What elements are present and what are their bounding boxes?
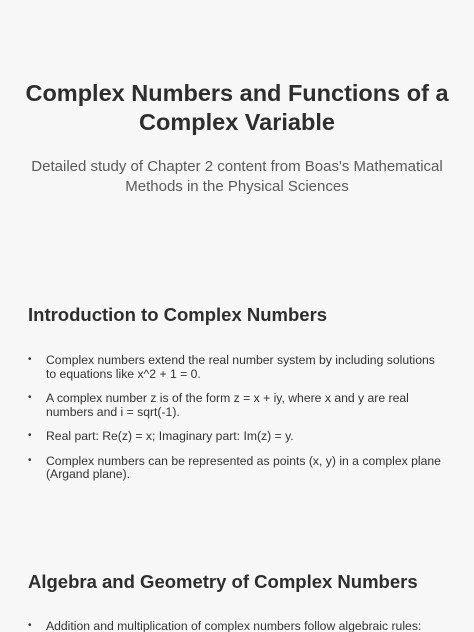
page-subtitle: Detailed study of Chapter 2 content from Boas's Mathematical Methods in the Physical Sciences	[31, 158, 443, 195]
bullet-list-introduction	[28, 354, 448, 493]
section-heading-algebra-geometry: Algebra and Geometry of Complex Numbers	[28, 571, 418, 592]
page-title: Complex Numbers and Functions of a Complex Variable	[25, 80, 449, 135]
bullet-icon: •	[28, 392, 32, 403]
bullet-icon: •	[28, 454, 32, 466]
bullet-icon: •	[28, 354, 32, 365]
list-item	[28, 455, 448, 482]
bullet-icon: •	[28, 620, 32, 631]
list-item-text: Complex numbers extend the real number system by including solutions to equations like x^2 + 1 = 0.	[46, 353, 435, 381]
list-item	[28, 354, 448, 381]
list-item-text: Addition and multiplication of complex numbers follow algebraic rules:	[46, 619, 422, 632]
section-heading-introduction: Introduction to Complex Numbers	[28, 304, 328, 325]
list-item-text: Real part: Re(z) = x; Imaginary part: Im(z) = y.	[46, 429, 294, 443]
list-item	[28, 430, 448, 444]
bullet-icon: •	[28, 430, 32, 441]
list-item	[28, 620, 448, 632]
list-item-text: Complex numbers can be represented as points (x, y) in a complex plane (Argand plane).	[46, 453, 441, 481]
bullet-list-algebra-geometry	[28, 620, 448, 632]
list-item-text: A complex number z is of the form z = x + iy, where x and y are real numbers and i = sqrt(-1).	[46, 391, 409, 419]
list-item	[28, 392, 448, 419]
